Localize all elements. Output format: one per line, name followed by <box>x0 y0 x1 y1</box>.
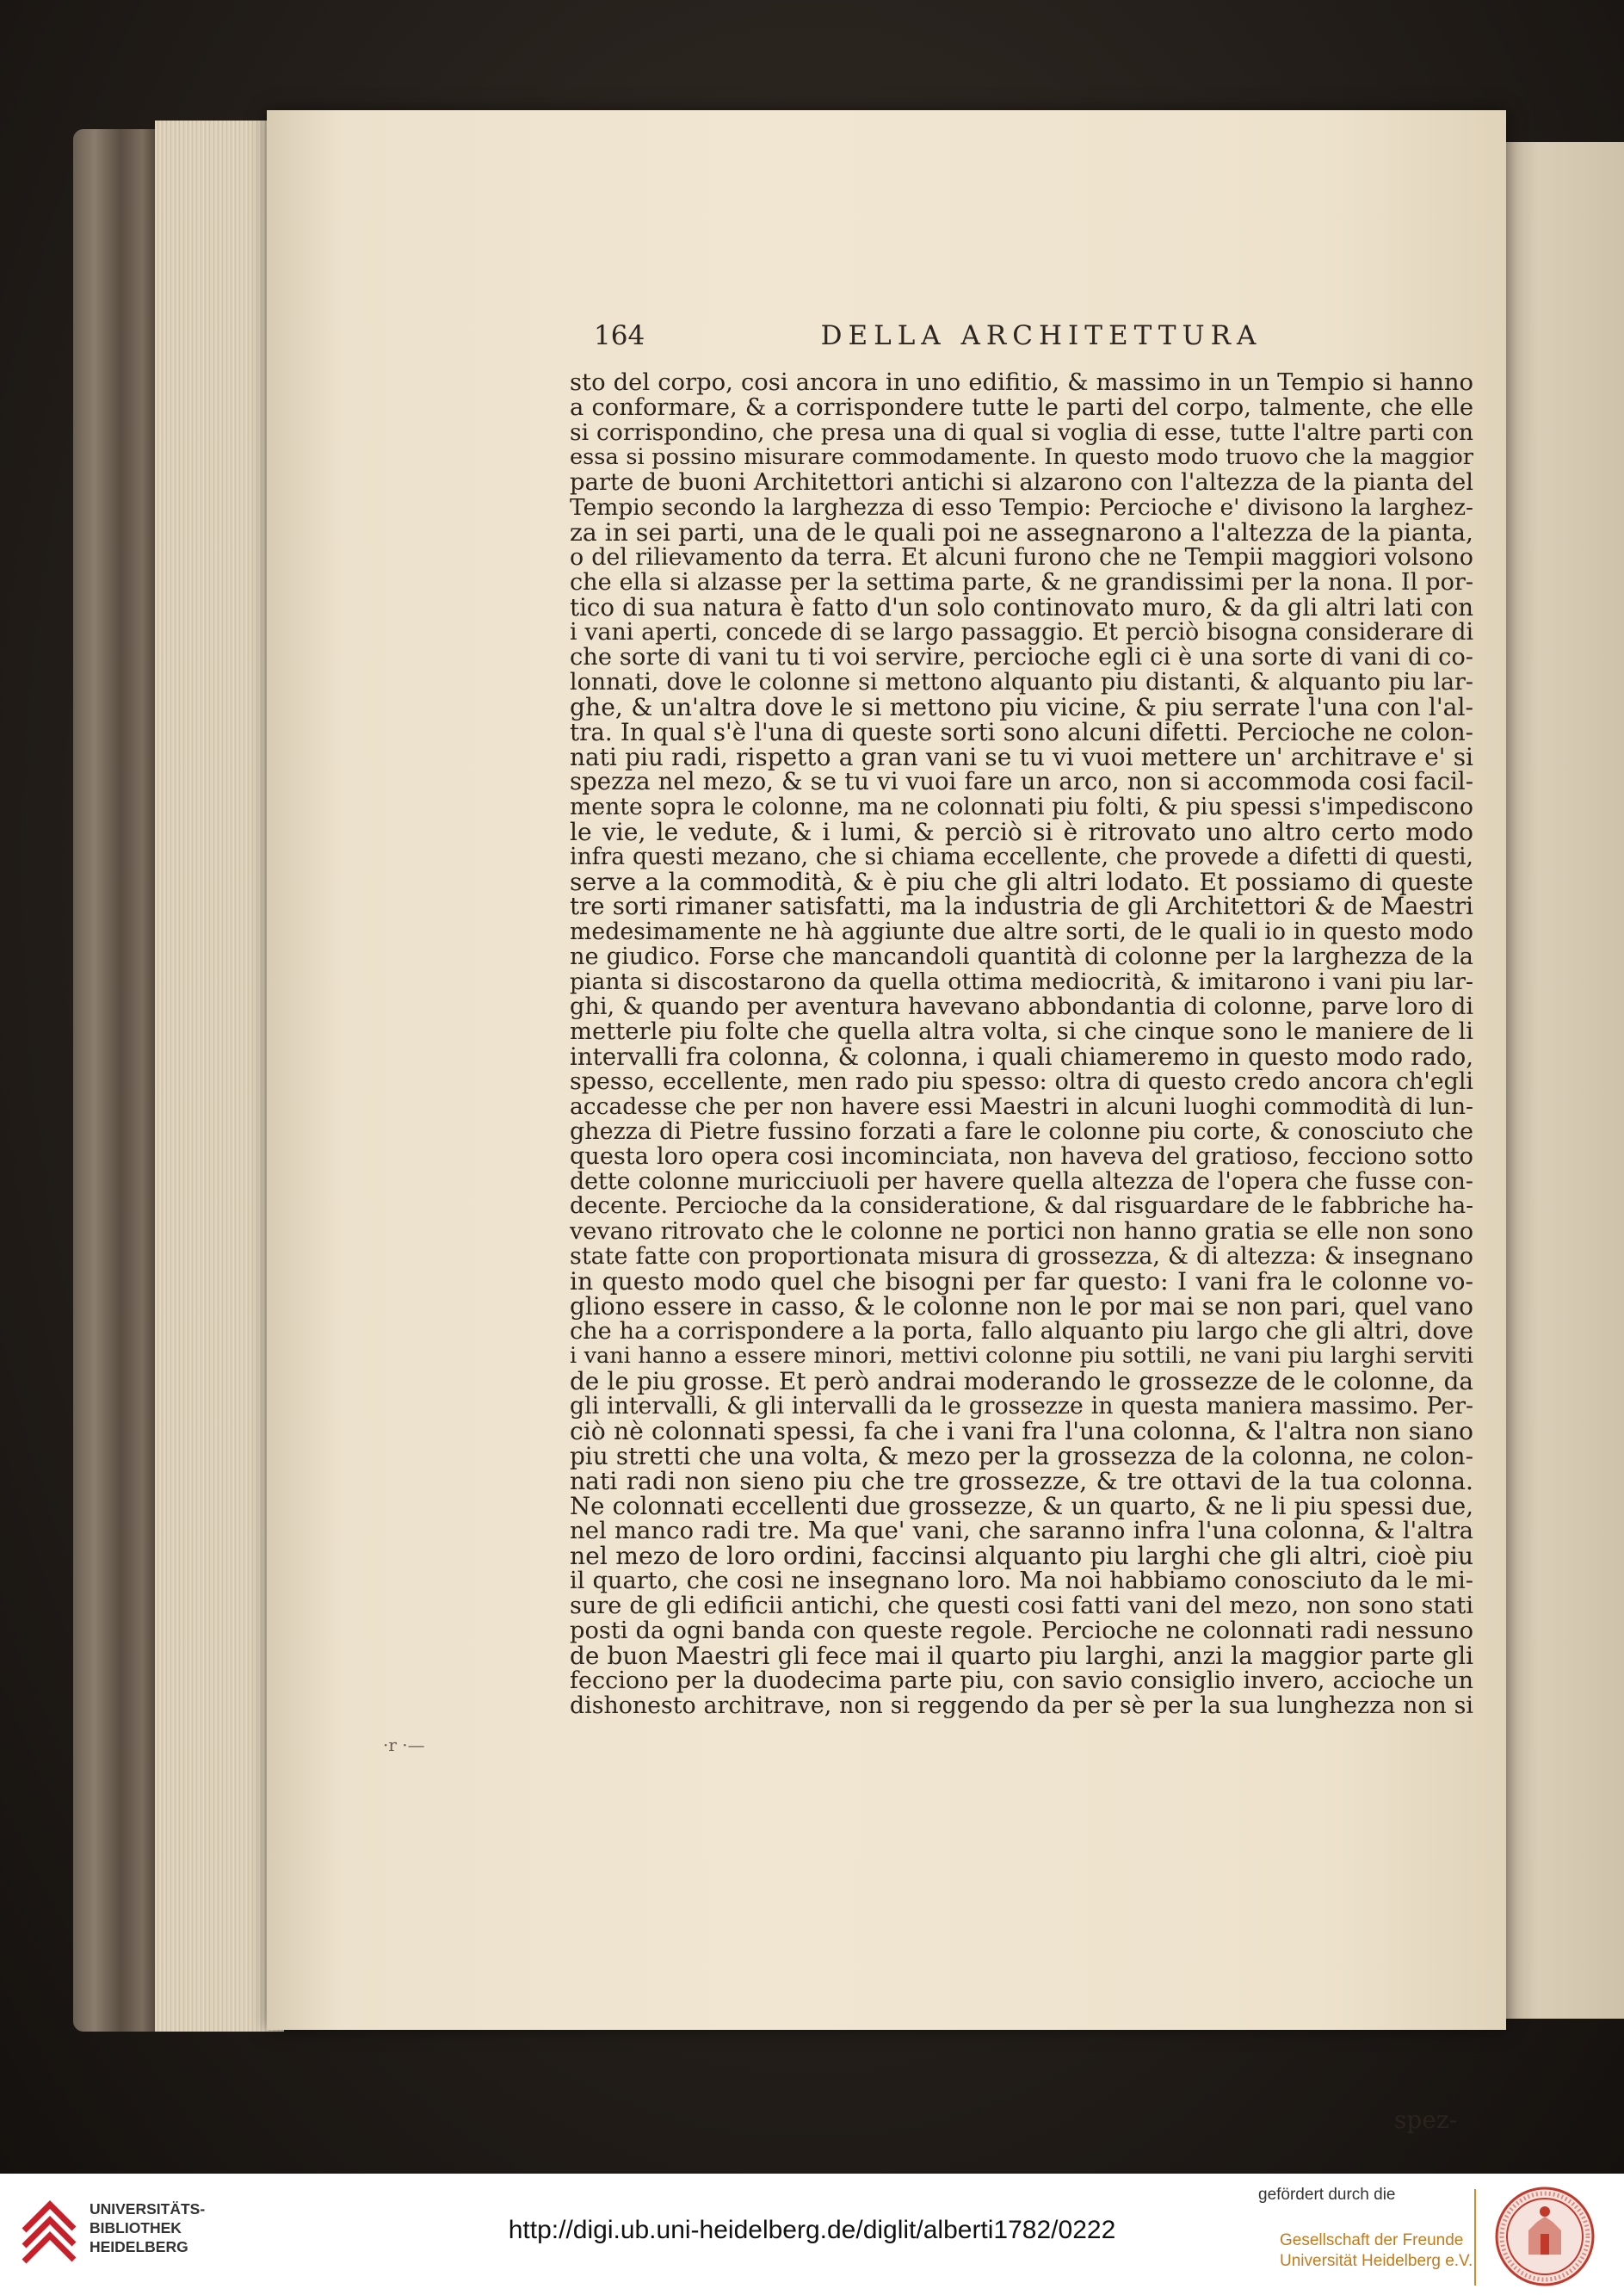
text-line: ghezza di Pietre fussino forzati a fare le colonne piu corte, & conosciuto che <box>570 1118 1473 1145</box>
text-line: lonnati, dove le colonne si mettono alquanto piu distanti, & alquanto piu lar- <box>570 669 1473 696</box>
text-line: ciò nè colonnati spessi, fa che i vani fra l'una colonna, & l'altra non siano <box>570 1417 1473 1445</box>
text-line: Tempio secondo la larghezza di esso Tempio: Percioche e' divisono la larghez- <box>570 494 1473 521</box>
text-line: i vani aperti, concede di se largo passaggio. Et perciò bisogna considerare di <box>570 619 1473 646</box>
footer-bar <box>0 2174 1624 2295</box>
page-stack <box>155 121 284 2032</box>
library-name-line: HEIDELBERG <box>90 2238 188 2255</box>
facing-page-edge <box>1502 142 1624 2019</box>
text-line: tre sorti rimaner satisfatti, ma la industria de gli Architettori & de Maestri <box>570 893 1473 920</box>
text-line: spezza nel mezo, & se tu vi vuoi fare un arco, non si accommoda cosi facil- <box>570 768 1473 795</box>
text-line: che sorte di vani tu ti voi servire, percioche egli ci è una sorte di vani di co- <box>570 644 1473 671</box>
text-line: tra. In qual s'è l'una di queste sorti sono alcuni difetti. Percioche ne colon- <box>570 718 1473 746</box>
text-line: intervalli fra colonna, & colonna, i quali chiameremo in questo modo rado, <box>570 1042 1473 1071</box>
text-line: nel manco radi tre. Ma que' vani, che saranno infra l'una colonna, & l'altra <box>570 1517 1473 1544</box>
body-text <box>570 370 1473 1718</box>
text-line: ghi, & quando per aventura havevano abbondantia di colonne, parve loro di <box>570 993 1473 1020</box>
text-line: ne giudico. Forse che mancandoli quantità di colonne per la larghezza de la <box>570 943 1473 970</box>
text-line: questa loro opera cosi incominciata, non haveva del gratioso, fecciono sotto <box>570 1143 1473 1170</box>
library-name-line: BIBLIOTHEK <box>90 2219 182 2236</box>
text-line: posti da ogni banda con queste regole. Percioche ne colonnati radi nessuno <box>570 1618 1473 1644</box>
text-line: il quarto, che cosi ne insegnano loro. Ma noi habbiamo conosciuto da le mi- <box>570 1568 1473 1594</box>
text-line: serve a la commodità, & è piu che gli altri lodato. Et possiamo di queste <box>570 868 1473 896</box>
text-line: metterle piu folte che quella altra volta, si che cinque sono le maniere de li <box>570 1018 1473 1045</box>
text-line: Ne colonnati eccellenti due grossezze, & un quarto, & ne li piu spessi due, <box>570 1492 1473 1520</box>
text-line: o del rilievamento da terra. Et alcuni furono che ne Tempii maggiori volsono <box>570 544 1473 571</box>
text-line: za in sei parti, una de le quali poi ne assegnarono a l'altezza de la pianta, <box>570 518 1473 547</box>
margin-mark: ·r ·— <box>383 1735 425 1755</box>
text-line: spesso, eccellente, men rado piu spesso: oltra di questo credo ancora ch'egli <box>570 1068 1473 1095</box>
text-line: dishonesto architrave, non si reggendo da per sè per la sua lunghezza non si <box>570 1692 1473 1719</box>
text-line: parte de buoni Architettori antichi si alzarono con l'altezza de la pianta del <box>570 469 1473 496</box>
catchword: spez- <box>1394 2106 1458 2134</box>
text-line: gli intervalli, & gli intervalli da le grossezze in questa maniera massimo. Per- <box>570 1393 1473 1420</box>
text-line: pianta si discostarono da quella ottima mediocrità, & imitarono i vani piu lar- <box>570 968 1473 995</box>
sponsor-name-line: Universität Heidelberg e.V. <box>1280 2252 1473 2270</box>
permalink-url[interactable]: http://digi.ub.uni-heidelberg.de/diglit/alberti1782/0222 <box>508 2216 1116 2244</box>
text-line: si corrispondino, che presa una di qual si voglia di esse, tutte l'altre parti con <box>570 419 1473 446</box>
text-line: i vani hanno a essere minori, mettivi colonne piu sottili, ne vani piu larghi serviti <box>570 1343 1473 1369</box>
text-line: essa si possino misurare commodamente. In questo modo truovo che la maggior <box>570 444 1473 470</box>
sponsor-name-line: Gesellschaft der Freunde <box>1280 2231 1464 2249</box>
text-line: nel mezo de loro ordini, faccinsi alquanto piu larghi che gli altri, cioè piu <box>570 1542 1473 1570</box>
sponsor-lead-text: gefördert durch die <box>1258 2186 1396 2204</box>
running-head <box>594 320 1489 363</box>
text-line: vevano ritrovato che le colonne ne portici non hanno gratia se elle non sono <box>570 1218 1473 1245</box>
text-line: sto del corpo, cosi ancora in uno edifitio, & massimo in un Tempio si hanno <box>570 369 1473 396</box>
text-line: che ella si alzasse per la settima parte, & ne grandissimi per la nona. Il por- <box>570 569 1473 596</box>
text-line: a conformare, & a corrispondere tutte le parti del corpo, talmente, che elle <box>570 394 1473 421</box>
text-line: decente. Percioche da la consideratione, & dal risguardare de le fabbriche ha- <box>570 1193 1473 1219</box>
text-line: infra questi mezano, che si chiama eccellente, che provede a difetti di questi, <box>570 844 1473 870</box>
text-line: de le piu grosse. Et però andrai moderando le grossezze de le colonne, da <box>570 1367 1473 1395</box>
sponsor-name[interactable] <box>1280 2230 1473 2272</box>
text-line: gliono essere in casso, & le colonne non le por mai se non pari, quel vano <box>570 1292 1473 1321</box>
text-line: accadesse che per non havere essi Maestri in alcuni luoghi commodità di lun- <box>570 1093 1473 1120</box>
text-line: fecciono per la duodecima parte piu, con savio consiglio invero, accioche un <box>570 1667 1473 1694</box>
text-line: ghe, & un'altra dove le si mettono piu vicine, & piu serrate l'una con l'al- <box>570 693 1473 721</box>
text-line: che ha a corrispondere a la porta, fallo alquanto piu largo che gli altri, dove <box>570 1318 1473 1345</box>
text-line: state fatte con proportionata misura di grossezza, & di altezza: & insegnano <box>570 1243 1473 1270</box>
text-line: nati piu radi, rispetto a gran vani se tu vi vuoi mettere un' architrave e' si <box>570 743 1473 771</box>
text-line: piu stretti che una volta, & mezo per la grossezza de la colonna, ne colon- <box>570 1442 1473 1470</box>
text-line: mente sopra le colonne, ma ne colonnati piu folti, & piu spessi s'impediscono <box>570 794 1473 820</box>
book-spine-edge <box>73 129 159 2032</box>
running-title: DELLA ARCHITETTURA <box>820 320 1263 351</box>
university-seal-icon[interactable] <box>1494 2186 1596 2287</box>
text-line: nati radi non sieno piu che tre grossezze, & tre ottavi de la tua colonna. <box>570 1467 1473 1495</box>
library-name-line: UNIVERSITÄTS- <box>90 2200 206 2218</box>
text-line: medesimamente ne hà aggiunte due altre sorti, de le quali io in questo modo <box>570 919 1473 945</box>
text-line: sure de gli edificii antichi, che questi cosi fatti vani del mezo, non sono stati <box>570 1593 1473 1619</box>
text-line: le vie, le vedute, & i lumi, & perciò si è ritrovato uno altro certo modo <box>570 818 1473 846</box>
page-number: 164 <box>594 320 645 351</box>
text-line: tico di sua natura è fatto d'un solo continovato muro, & da gli altri lati con <box>570 593 1473 622</box>
text-line: de buon Maestri gli fece mai il quarto piu larghi, anzi la maggior parte gli <box>570 1642 1473 1670</box>
text-line: in questo modo quel che bisogni per far questo: I vani fra le colonne vo- <box>570 1267 1473 1296</box>
text-line: dette colonne muricciuoli per havere quella altezza de l'opera che fusse con- <box>570 1168 1473 1195</box>
sponsor-divider <box>1474 2189 1476 2286</box>
